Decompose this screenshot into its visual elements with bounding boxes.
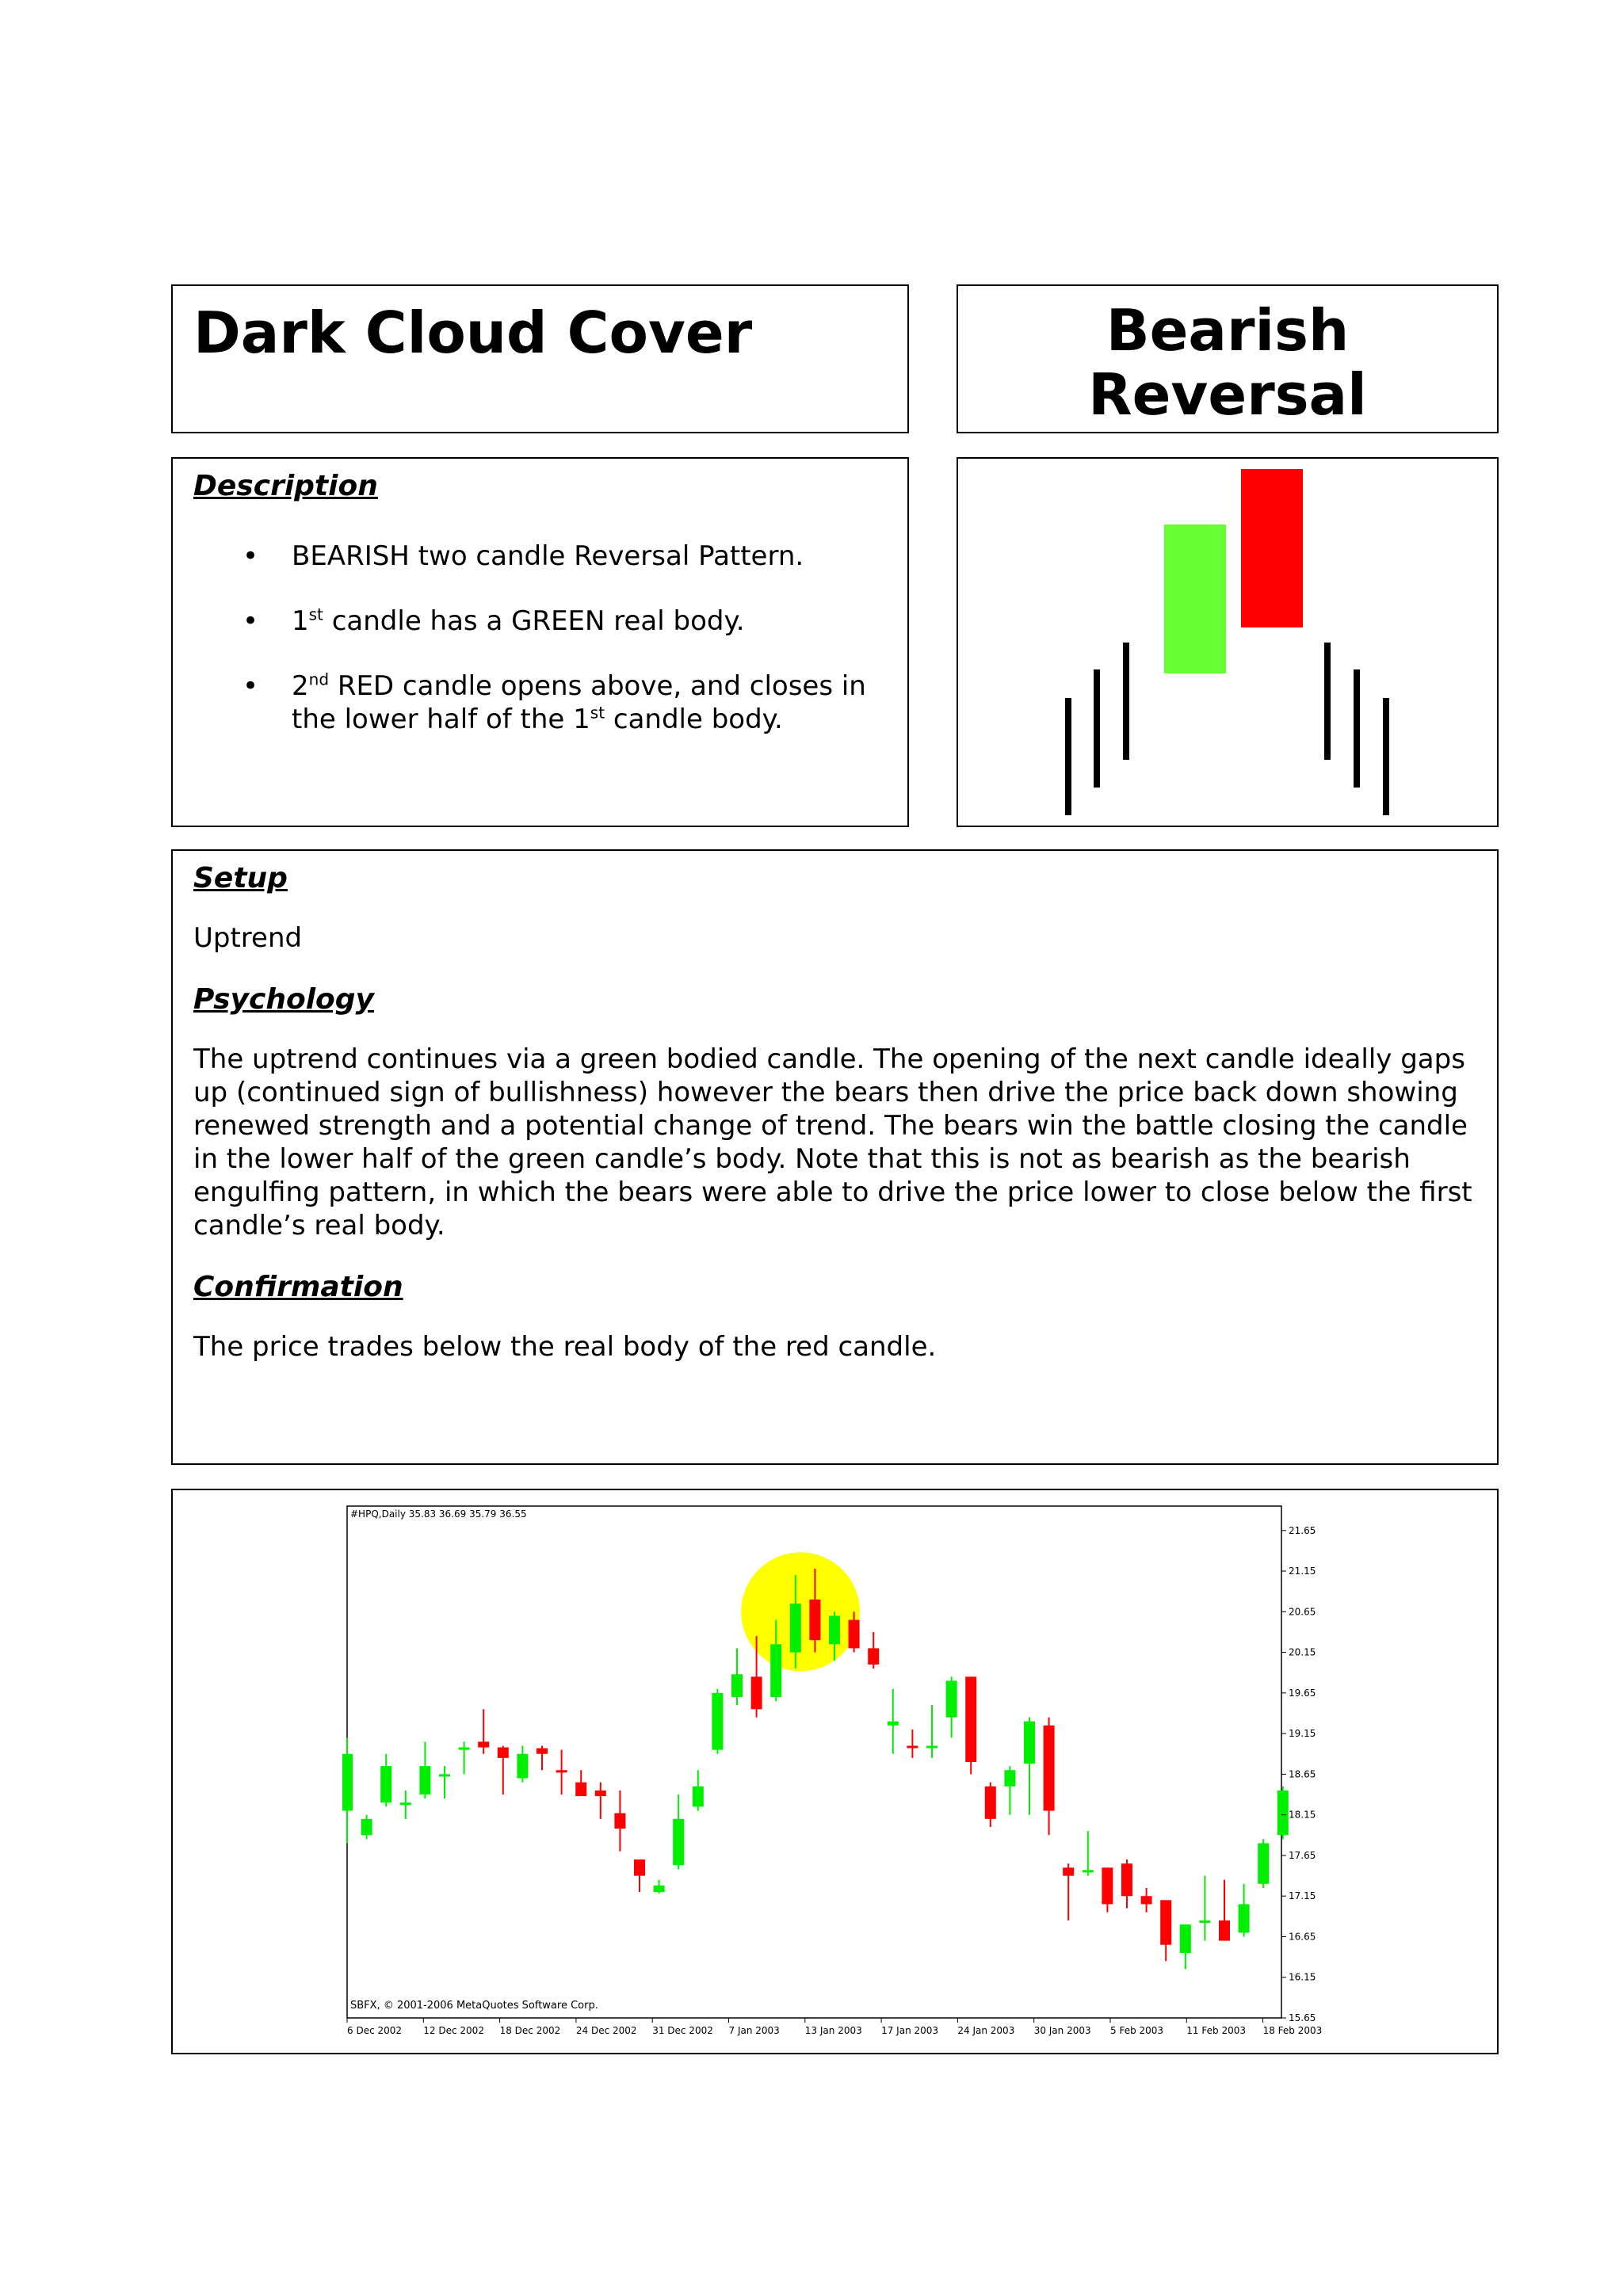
x-tick-label: 30 Jan 2003 xyxy=(1033,2025,1091,2036)
candle-body xyxy=(1239,1904,1250,1932)
psychology-heading: Psychology xyxy=(193,983,375,1016)
candle-body xyxy=(1102,1867,1113,1904)
y-tick-label: 19.15 xyxy=(1289,1728,1316,1740)
ordinal-suffix: nd xyxy=(308,669,330,689)
candle-body xyxy=(459,1748,470,1750)
setup-text: Uptrend xyxy=(193,922,303,954)
x-tick-label: 12 Dec 2002 xyxy=(423,2025,484,2036)
candle-body xyxy=(595,1791,606,1796)
candle-body xyxy=(907,1745,918,1748)
category-box xyxy=(957,284,1499,433)
y-tick-label: 20.65 xyxy=(1289,1606,1316,1618)
chart-box xyxy=(171,1489,1499,2054)
y-tick-label: 16.65 xyxy=(1289,1931,1316,1943)
candle-body xyxy=(770,1644,781,1697)
description-heading: Description xyxy=(193,470,378,502)
candle-body xyxy=(1063,1867,1074,1875)
candle-body xyxy=(400,1802,411,1805)
x-tick-label: 18 Feb 2003 xyxy=(1262,2025,1323,2036)
setup-heading: Setup xyxy=(193,862,288,894)
y-tick-label: 20.15 xyxy=(1289,1646,1316,1658)
bullet-text: candle body. xyxy=(605,704,783,735)
candle-body xyxy=(868,1648,879,1665)
pattern-category: Bearish Reversal xyxy=(1088,297,1367,428)
ordinal-suffix: st xyxy=(308,605,323,624)
description-list xyxy=(173,540,907,768)
candle-body xyxy=(537,1749,548,1754)
y-tick-label: 21.65 xyxy=(1289,1524,1316,1536)
y-tick-label: 18.15 xyxy=(1289,1809,1316,1821)
x-tick-label: 13 Jan 2003 xyxy=(804,2025,862,2036)
page-title: Dark Cloud Cover xyxy=(193,299,753,366)
candle-body xyxy=(926,1745,938,1748)
candle-body xyxy=(634,1859,645,1876)
chart-header: #HPQ,Daily 35.83 36.69 35.79 36.55 xyxy=(350,1508,527,1520)
candle-body xyxy=(829,1615,840,1644)
x-axis xyxy=(347,2018,1322,2036)
y-tick-label: 21.15 xyxy=(1289,1566,1316,1577)
confirmation-text: The price trades below the real body of the red candle. xyxy=(193,1331,937,1363)
x-tick-label: 18 Dec 2002 xyxy=(499,2025,561,2036)
candle-body xyxy=(790,1604,801,1653)
x-tick-label: 6 Dec 2002 xyxy=(347,2025,403,2036)
candle-body xyxy=(731,1674,743,1697)
list-item xyxy=(173,605,907,638)
bullet-text: RED candle opens above, and closes in the lower half of the 1 xyxy=(292,670,866,735)
x-tick-label: 7 Jan 2003 xyxy=(728,2025,780,2036)
y-tick-label: 15.65 xyxy=(1289,2012,1316,2023)
candle-body xyxy=(1024,1722,1035,1764)
candle-body xyxy=(1160,1900,1171,1944)
psychology-text: The uptrend continues via a green bodied candle. The opening of the next candle ideally gaps up (continued sign of bullishness) however the bears then drive the price back down showing renewed strength and a potential change of trend. The bears win the battle closing the candle in the lower half of the green candle’s body. Note that this is not as bearish as the bearish engulfing pattern, in which the bears were able to drive the price lower to close below the first candle’s real body. xyxy=(193,1043,1472,1241)
y-tick-label: 19.65 xyxy=(1289,1687,1316,1699)
candle xyxy=(1258,1839,1269,1888)
candle-body xyxy=(439,1774,450,1776)
bullet-text: BEARISH two candle Reversal Pattern. xyxy=(292,540,804,572)
chart-footer: SBFX, © 2001-2006 MetaQuotes Software Corp. xyxy=(350,2000,598,2012)
candle-body xyxy=(361,1819,372,1836)
x-tick-label: 24 Jan 2003 xyxy=(957,2025,1015,2036)
candle-body xyxy=(888,1722,899,1726)
x-tick-label: 31 Dec 2002 xyxy=(652,2025,713,2036)
y-tick-label: 17.15 xyxy=(1289,1890,1316,1902)
y-axis xyxy=(1281,1525,1316,2023)
candle xyxy=(965,1676,976,1774)
candle-body xyxy=(751,1676,762,1709)
candle-body xyxy=(419,1766,430,1794)
candle-body xyxy=(693,1787,704,1807)
candle-body xyxy=(1044,1726,1055,1811)
candle-body xyxy=(1219,1920,1230,1941)
candle-body xyxy=(478,1741,489,1747)
candle-body xyxy=(985,1787,996,1819)
candle-body xyxy=(712,1693,723,1750)
candle-body xyxy=(809,1600,820,1640)
candle-body xyxy=(614,1814,625,1829)
x-tick-label: 24 Dec 2002 xyxy=(575,2025,637,2036)
list-item xyxy=(173,540,907,573)
candle-body xyxy=(498,1748,509,1758)
candle xyxy=(1277,1787,1289,1840)
pattern-diagram-box xyxy=(957,457,1499,827)
details-box xyxy=(171,849,1499,1465)
list-item xyxy=(173,669,907,736)
candle-body xyxy=(1141,1896,1152,1904)
ordinal-number: 2 xyxy=(292,670,309,702)
candle-body xyxy=(946,1680,957,1717)
x-tick-label: 5 Feb 2003 xyxy=(1110,2025,1164,2036)
candle-body xyxy=(1180,1924,1191,1953)
candle-body xyxy=(654,1886,665,1892)
y-tick-label: 16.15 xyxy=(1289,1971,1316,1983)
ordinal-suffix: st xyxy=(590,703,605,723)
candle-body xyxy=(342,1754,353,1811)
green-candle-body xyxy=(1164,524,1226,673)
ordinal-number: 1 xyxy=(292,605,309,637)
candle-body xyxy=(965,1676,976,1762)
pattern-diagram xyxy=(958,459,1497,826)
candle-body xyxy=(575,1783,586,1796)
candle-body xyxy=(1121,1863,1132,1896)
candle xyxy=(712,1689,723,1754)
red-candle-body xyxy=(1241,469,1303,627)
candle-body xyxy=(1258,1844,1269,1884)
candle-body xyxy=(673,1819,684,1865)
candle-body xyxy=(380,1766,391,1802)
x-tick-label: 17 Jan 2003 xyxy=(881,2025,939,2036)
candle-body xyxy=(517,1754,528,1779)
y-tick-label: 18.65 xyxy=(1289,1768,1316,1780)
bullet-text: candle has a GREEN real body. xyxy=(323,605,745,637)
candle-body xyxy=(556,1770,567,1772)
candle-body xyxy=(1199,1920,1210,1923)
candle-body xyxy=(1004,1770,1015,1787)
title-box xyxy=(171,284,909,433)
candlestick-chart xyxy=(342,1501,1325,2048)
candle-body xyxy=(1083,1870,1094,1872)
y-tick-label: 17.65 xyxy=(1289,1849,1316,1861)
confirmation-heading: Confirmation xyxy=(193,1271,403,1303)
candle-body xyxy=(1277,1791,1289,1835)
description-box xyxy=(171,457,909,827)
candle-body xyxy=(849,1620,860,1649)
x-tick-label: 11 Feb 2003 xyxy=(1186,2025,1246,2036)
